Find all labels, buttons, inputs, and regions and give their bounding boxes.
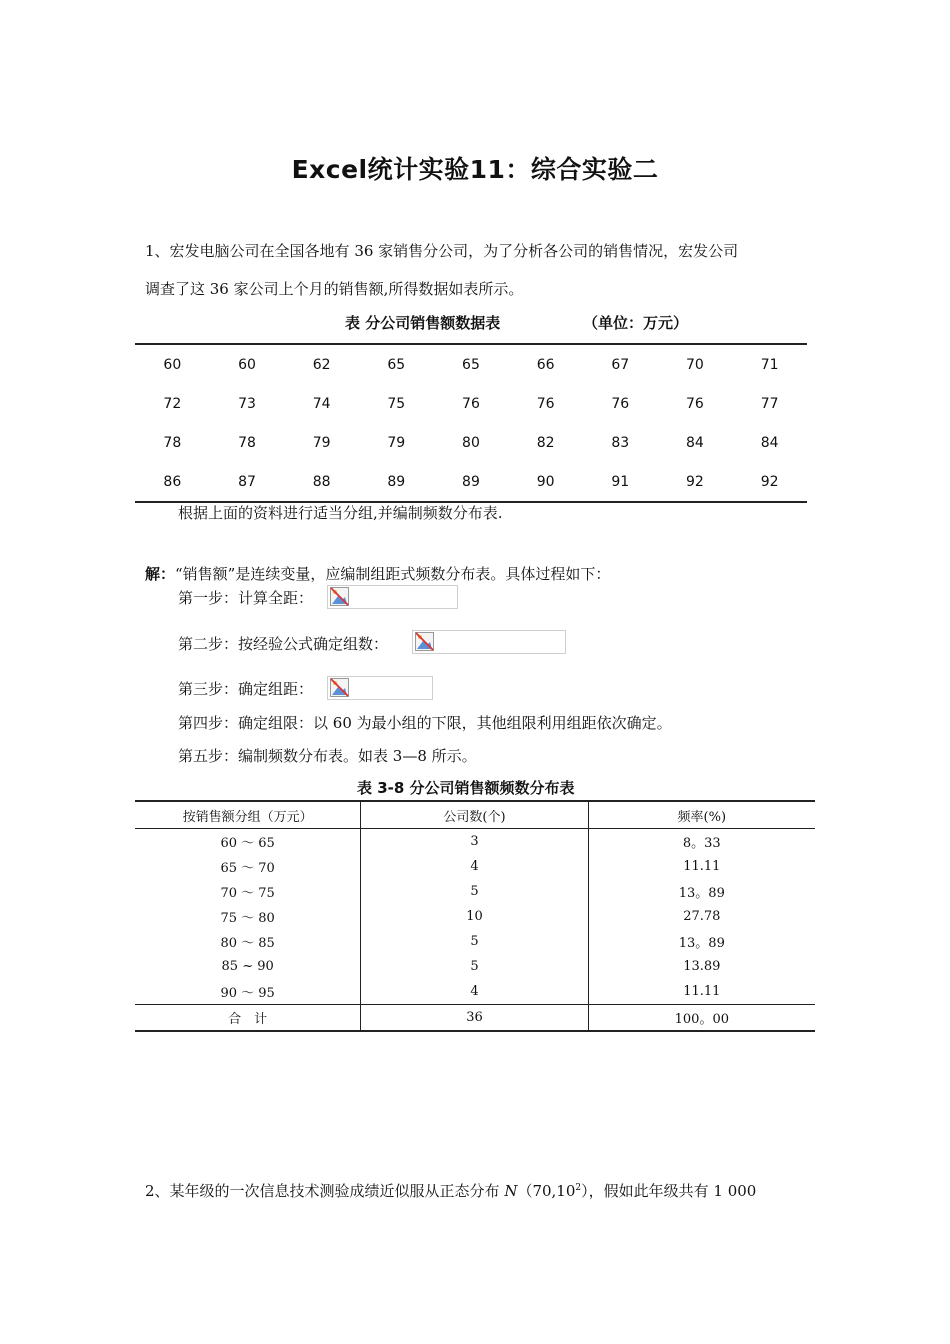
table-cell: 72	[163, 395, 182, 412]
table-cell: 86	[163, 473, 182, 490]
table-cell: 76	[611, 395, 630, 412]
table-cell: 70	[686, 356, 704, 373]
table-total-row	[135, 1005, 815, 1032]
solution-label: 解：	[145, 565, 176, 583]
table-cell: 70 ～ 75	[220, 886, 275, 901]
table-cell: 4	[361, 854, 588, 879]
formula-image-placeholder	[412, 630, 566, 654]
step-4: 第四步：确定组限：以 60 为最小组的下限，其他组限利用组距依次确定。	[178, 714, 672, 732]
solution-intro	[145, 563, 610, 584]
broken-image-icon	[330, 678, 349, 697]
table-cell: 5	[361, 879, 588, 904]
table-row	[135, 904, 815, 929]
table-cell: 84	[760, 434, 779, 451]
formula-image-placeholder	[327, 585, 458, 609]
table-row	[135, 879, 815, 904]
table-cell: 13。89	[588, 929, 815, 954]
broken-image-icon	[415, 632, 434, 651]
step-5: 第五步：编制频数分布表。如表 3—8 所示。	[178, 747, 477, 765]
table-cell: 76	[686, 395, 704, 412]
freq-table-caption: 表 3-8 分公司销售额频数分布表	[357, 779, 575, 797]
step-1: 第一步：计算全距：	[178, 589, 314, 607]
table-cell: 78	[238, 434, 256, 451]
table-cell: 5	[361, 929, 588, 954]
table-cell: 90 ～ 95	[220, 986, 275, 1001]
q2-text-b: （70,10	[517, 1182, 576, 1200]
table-cell: 73	[238, 395, 256, 412]
q2-superscript: 2	[575, 1183, 582, 1193]
formula-image-placeholder	[327, 676, 433, 700]
table-cell: 13。89	[588, 879, 815, 904]
table-cell: 65	[387, 356, 406, 373]
table-cell: 77	[760, 395, 779, 412]
column-header: 按销售额分组（万元）	[135, 801, 361, 829]
table-row	[135, 462, 807, 502]
question-1-line-1: 1、宏发电脑公司在全国各地有 36 家销售分公司，为了分析各公司的销售情况，宏发公司	[145, 242, 739, 260]
table-cell: 82	[536, 434, 555, 451]
table-cell: 100。00	[588, 1005, 815, 1032]
sales-table-unit: （单位：万元）	[583, 314, 689, 332]
table-cell: 80	[462, 434, 480, 451]
table-cell: 36	[361, 1005, 588, 1032]
table-cell: 67	[611, 356, 630, 373]
table-cell: 83	[611, 434, 630, 451]
table-cell: 79	[387, 434, 406, 451]
table-cell: 89	[387, 473, 406, 490]
table-row	[135, 954, 815, 979]
table-cell: 79	[312, 434, 331, 451]
broken-image-icon	[330, 587, 349, 606]
table-cell: 11.11	[588, 854, 815, 879]
table-cell: 60	[238, 356, 256, 373]
table-row	[135, 979, 815, 1005]
table-row	[135, 929, 815, 954]
sales-table-caption: 表 分公司销售额数据表	[345, 314, 501, 332]
column-header: 公司数(个)	[361, 801, 588, 829]
table-cell: 75	[387, 395, 406, 412]
q2-text-c: ），假如此年级共有 1 000	[581, 1182, 757, 1200]
table-cell: 84	[686, 434, 704, 451]
frequency-distribution-table	[135, 800, 815, 1032]
table-cell: 92	[686, 473, 704, 490]
table-cell: 62	[312, 356, 331, 373]
table-cell: 75 ～ 80	[220, 911, 275, 926]
q2-text-a: 2、某年级的一次信息技术测验成绩近似服从正态分布	[145, 1182, 505, 1200]
table-cell: 60	[163, 356, 182, 373]
table-cell: 27.78	[588, 904, 815, 929]
table-cell: 71	[760, 356, 779, 373]
table-cell: 87	[238, 473, 256, 490]
table-cell: 80 ～ 85	[220, 936, 275, 951]
page-title: Excel统计实验11：综合实验二	[291, 155, 659, 184]
table-cell: 76	[462, 395, 480, 412]
table-cell: 4	[361, 979, 588, 1005]
q2-variable-n: N	[504, 1182, 518, 1200]
sales-data-table	[135, 343, 807, 503]
table-cell: 90	[536, 473, 555, 490]
table-cell: 合 计	[135, 1005, 361, 1032]
question-2-line-1	[145, 1180, 756, 1201]
table-cell: 60 ～ 65	[220, 836, 275, 851]
step-3: 第三步：确定组距：	[178, 680, 314, 698]
table-cell: 66	[536, 356, 555, 373]
table-cell: 76	[536, 395, 555, 412]
question-1-line-2: 调查了这 36 家公司上个月的销售额,所得数据如表所示。	[145, 280, 524, 298]
table-row	[135, 384, 807, 423]
table-cell: 65 ～ 70	[220, 861, 275, 876]
table-cell: 88	[312, 473, 331, 490]
table-row	[135, 854, 815, 879]
table-cell: 11.11	[588, 979, 815, 1005]
table-header-row	[135, 801, 815, 829]
table-cell: 92	[760, 473, 779, 490]
table-cell: 89	[462, 473, 480, 490]
table-cell: 91	[611, 473, 630, 490]
column-header: 频率(%)	[588, 801, 815, 829]
table-row	[135, 344, 807, 384]
table-cell: 85 ~ 90	[221, 959, 274, 974]
table-cell: 10	[361, 904, 588, 929]
solution-intro-text: “销售额”是连续变量，应编制组距式频数分布表。具体过程如下：	[175, 565, 611, 583]
table-cell: 3	[361, 829, 588, 855]
table-cell: 8。33	[588, 829, 815, 855]
question-1-instruction: 根据上面的资料进行适当分组,并编制频数分布表.	[178, 504, 503, 522]
table-cell: 5	[361, 954, 588, 979]
table-cell: 13.89	[588, 954, 815, 979]
table-row	[135, 423, 807, 462]
step-2: 第二步：按经验公式确定组数：	[178, 635, 389, 653]
table-cell: 78	[163, 434, 182, 451]
table-row	[135, 829, 815, 855]
table-cell: 65	[462, 356, 480, 373]
table-cell: 74	[312, 395, 331, 412]
